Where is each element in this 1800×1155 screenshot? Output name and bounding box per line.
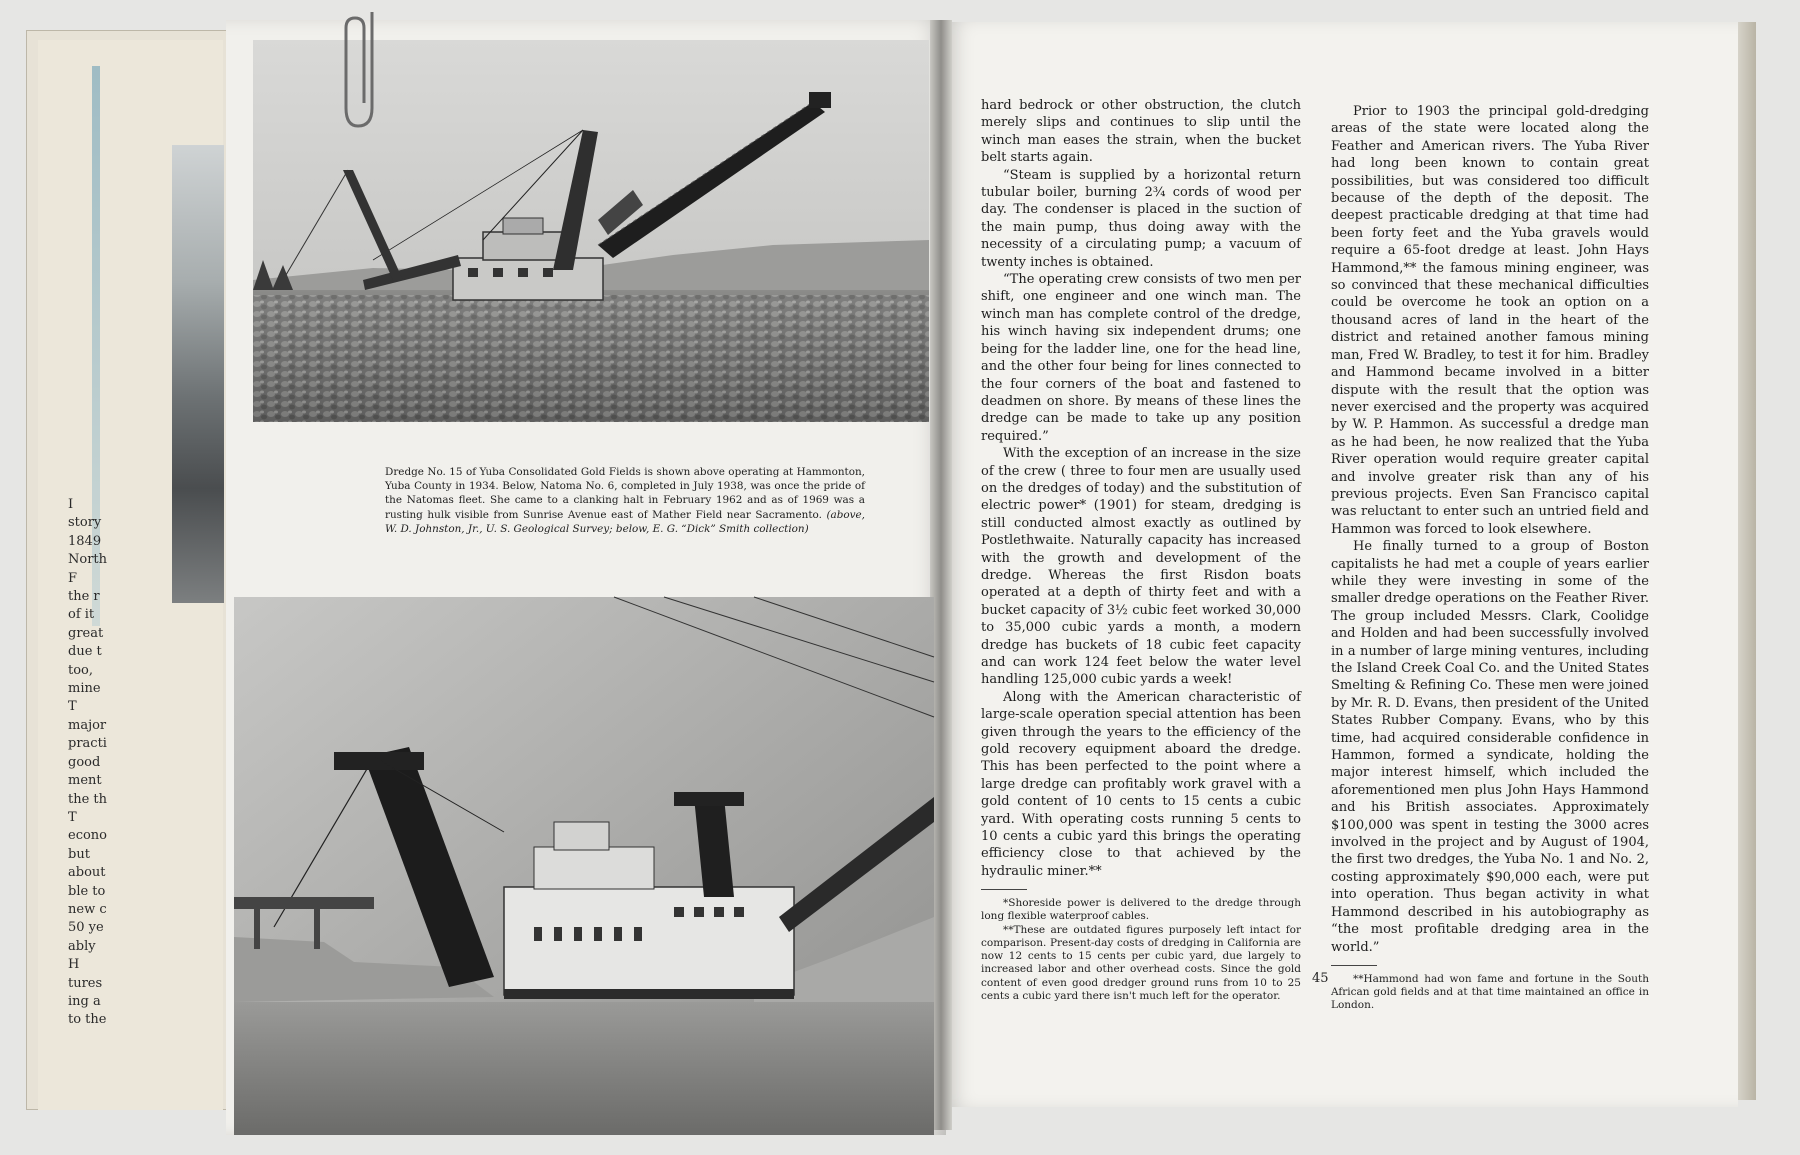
underlying-text-fragment: the th xyxy=(68,791,108,807)
underlying-text-fragment: about xyxy=(68,865,106,881)
underlying-text-fragment: ing a xyxy=(68,993,101,1009)
underlying-text-fragment: new c xyxy=(68,901,107,917)
underlying-text-fragment: ably xyxy=(68,938,96,954)
underlying-text-fragment: too, xyxy=(68,662,94,678)
underlying-text-fragment: North xyxy=(68,552,108,568)
underlying-text-fragment: good xyxy=(68,754,101,770)
underlying-text-fragment: to the xyxy=(68,1012,107,1028)
text-column-1 xyxy=(981,97,1301,1003)
underlying-text-fragment: H xyxy=(68,957,80,973)
footnote: **These are outdated figures purposely left intact for comparison. Present-day costs of dredging in California are now 12 cents to 15 cents per cubic yard, due largely to increased labor and other overhead costs. Since the gold content of even good dredger ground runs from 10 to 25 cents a cubic yard there isn't much left for the operator. xyxy=(981,923,1301,1002)
page-number: 45 xyxy=(1312,971,1329,986)
underlying-text-fragment: great xyxy=(68,625,104,641)
caption-credit: (above, W. D. Johnston, Jr., U. S. Geological Survey; below, E. G. “Dick” Smith collection) xyxy=(385,508,865,535)
underlying-text-fragment: T xyxy=(68,809,77,825)
underlying-text-fragment: major xyxy=(68,717,107,733)
footnote: *Shoreside power is delivered to the dredge through long flexible waterproof cables. xyxy=(981,897,1301,923)
underlying-text-fragment: but xyxy=(68,846,90,862)
underlying-text-fragment: T xyxy=(68,699,77,715)
underlying-text-fragment: econo xyxy=(68,828,107,844)
underlying-text-fragment: ble to xyxy=(68,883,106,899)
text-column-2 xyxy=(1331,103,1649,1013)
underlying-text-fragment: due t xyxy=(68,644,102,660)
underlying-text-fragment: story xyxy=(68,515,102,531)
paragraph: “Steam is supplied by a horizontal return tubular boiler, burning 2¾ cords of wood per day. The condenser is placed in the suction of the main pump, thus doing away with the necessity of a circulating pump; a vacuum of twenty inches is obtained. xyxy=(981,167,1301,270)
underlying-page-text xyxy=(68,496,108,1036)
underlying-text-fragment: 1849 xyxy=(68,533,102,549)
underlying-text-fragment: of it xyxy=(68,607,95,623)
paragraph: He finally turned to a group of Boston capitalists he had met a couple of years earlier while they were investing in some of the smaller dredge operations on the Feather River. The group included Messrs. Clark, Coolidge and Holden and had been successfully involved in a number of large mining ventures, including the Island Creek Coal Co. and the United States Smelting & Refining Co. These men were joined by Mr. R. D. Evans, then president of the United States Rubber Company. Evans, who by this time, had acquired considerable confidence in Hammon, formed a syndicate, holding the major interest himself, which included the aforementioned men plus John Hays Hammond and his British associates. Approximately $100,000 was spent in testing the 3000 acres involved in the project and by August of 1904, the first two dredges, the Yuba No. 1 and No. 2, costing approximately $90,000 each, were put into operation. Thus began activity in what Hammond described in his autobiography as “the most profitable dredging area in the world.” xyxy=(1331,539,1649,955)
underlying-text-fragment: practi xyxy=(68,736,107,752)
underlying-text-fragment: tures xyxy=(68,975,103,991)
paragraph: hard bedrock or other obstruction, the clutch merely slips and continues to slip until the winch man eases the strain, when the bucket belt starts again. xyxy=(981,98,1301,166)
underlying-text-fragment: the r xyxy=(68,589,100,605)
footnote: **Hammond had won fame and fortune in the South African gold fields and at that time maintained an office in London. xyxy=(1331,972,1649,1012)
underlying-text-fragment: 50 ye xyxy=(68,920,104,936)
paperclip-icon xyxy=(342,8,382,133)
underlying-photo xyxy=(172,145,224,603)
underlying-text-fragment: F xyxy=(68,570,78,586)
paragraph: Along with the American characteristic of large-scale operation special attention has been given through the years to the efficiency of the gold recovery equipment aboard the dredge. This has been perfected to the point where a large dredge can profitably work gravel with a gold content of 10 cents to 15 cents a cubic yard. With operating costs running 5 cents to 10 cents a cubic yard this brings the operating efficiency close to that achieved by the hydraulic miner.** xyxy=(981,689,1301,879)
underlying-text-fragment: I xyxy=(68,497,74,512)
page-edge xyxy=(1738,22,1756,1100)
caption-text: Dredge No. 15 of Yuba Consolidated Gold Fields is shown above operating at Hammonton, Yuba County in 1934. Below, Natoma No. 6, completed in July 1938, was once the pride of the Natomas fleet. She came to a clanking halt in February 1962 and as of 1969 was a rusting hulk visible from Sunrise Avenue east of Mather Field near Sacramento. xyxy=(385,466,865,521)
paragraph: Prior to 1903 the principal gold-dredging areas of the state were located along the Feather and American rivers. The Yuba River had long been known to contain great possibilities, but was considered too difficult because of the depth of the deposit. The deepest practicable dredging at that time had been forty feet and the Yuba gravels would require a 65-foot dredge at least. John Hays Hammond,** the famous mining engineer, was so convinced that these mechanical difficulties could be overcome he took an option on a thousand acres of land in the heart of the district and retained another famous mining man, Fred W. Bradley, to test it for him. Bradley and Hammond became involved in a bitter dispute with the result that the option was never exercised and the property was acquired by W. P. Hammon. As successful a dredge man as he had been, he now realized that the Yuba River operation would require greater capital and involve greater risk than any of his previous projects. Even San Francisco capital was reluctant to enter such an untried field and Hammon was forced to look elsewhere. xyxy=(1331,104,1649,537)
footnote-rule xyxy=(981,889,1027,890)
footnote-rule xyxy=(1331,965,1377,966)
underlying-text-fragment: ment xyxy=(68,773,102,789)
photo-caption xyxy=(385,465,865,536)
paragraph: “The operating crew consists of two men per shift, one engineer and one winch man. The winch man has complete control of the dredge, his winch having six independent drums; one being for the ladder line, one for the head line, and the other four being for lines connected to the four corners of the boat and fastened to deadmen on shore. By means of these lines the dredge can be made to take up any position required.” xyxy=(981,272,1301,444)
paragraph: With the exception of an increase in the size of the crew ( three to four men are usually used on the dredges of today) and the substitution of electric power* (1901) for steam, dredging is still conducted almost exactly as outlined by Postlethwaite. Naturally capacity has increased with the growth and development of the dredge. Whereas the first Risdon boats operated at a depth of thirty feet and with a bucket capacity of 3½ cubic feet worked 30,000 to 35,000 cubic yards a month, a modern dredge has buckets of 18 cubic feet capacity and can work 124 feet below the water level handling 125,000 cubic yards a week! xyxy=(981,446,1301,688)
underlying-text-fragment: mine xyxy=(68,681,101,697)
photo-natoma-no-6 xyxy=(234,597,934,1135)
